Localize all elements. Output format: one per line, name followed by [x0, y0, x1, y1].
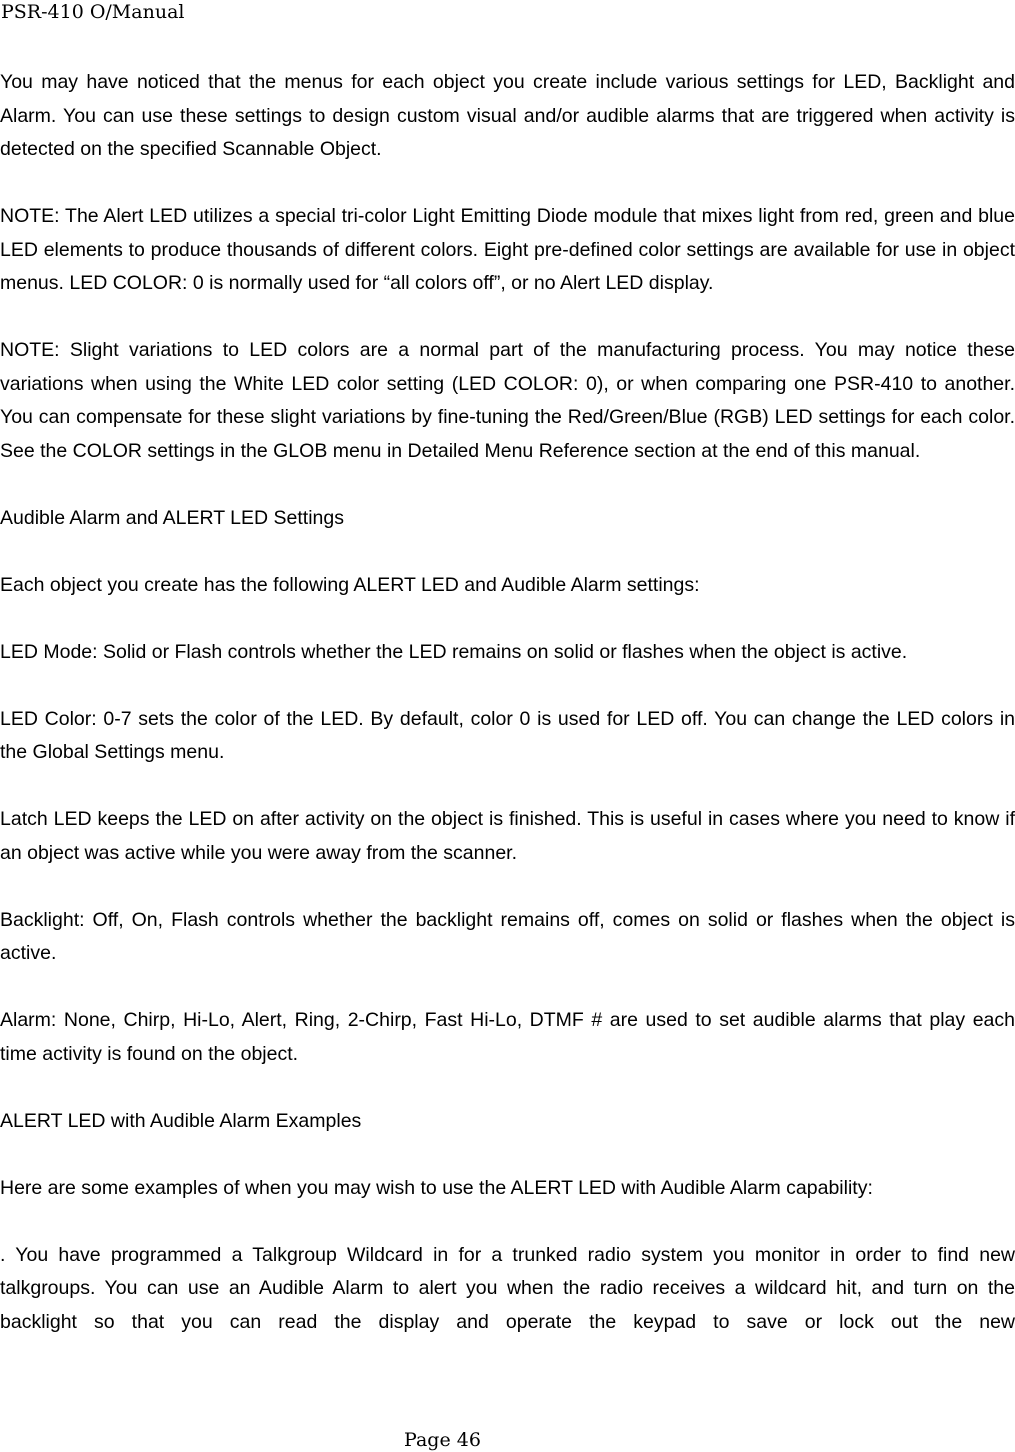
example-wildcard-paragraph: . You have programmed a Talkgroup Wildcard in for a trunked radio system you monitor in order to find new talkgroups. You can use an Audible Alarm to alert you when the radio receives a wildcard hit, and turn on the backlight so that you can read the display and operate the keypad to save or lock out the new: [0, 1243, 1015, 1333]
note-alert-led-paragraph: NOTE: The Alert LED utilizes a special tri-color Light Emitting Diode module that mixes light from red, green and blue LED elements to produce thousands of different colors. Eight pre-defined color settings are available for use in object menus. LED COLOR: 0 is normally used for “all colors off”, or no Alert LED display.: [0, 205, 1015, 294]
section-heading-examples: ALERT LED with Audible Alarm Examples: [0, 1109, 362, 1132]
backlight-paragraph: Backlight: Off, On, Flash controls whether the backlight remains off, comes on solid or flashes when the object is active.: [0, 908, 1015, 964]
page-header: PSR-410 O/Manual: [1, 1, 185, 23]
intro-paragraph: You may have noticed that the menus for each object you create include various settings for LED, Backlight and Alarm. You can use these settings to design custom visual and/or audible alarms that are triggered when activity is detected on the specified Scannable Object.: [0, 71, 1015, 160]
page-number: Page 46: [404, 1429, 481, 1451]
led-color-paragraph: LED Color: 0-7 sets the color of the LED. By default, color 0 is used for LED off. You can change the LED colors in the Global Settings menu.: [0, 707, 1015, 763]
settings-intro-paragraph: Each object you create has the following ALERT LED and Audible Alarm settings:: [0, 573, 700, 596]
alarm-paragraph: Alarm: None, Chirp, Hi-Lo, Alert, Ring, 2-Chirp, Fast Hi-Lo, DTMF # are used to set audible alarms that play each time activity is found on the object.: [0, 1009, 1015, 1065]
examples-intro-paragraph: Here are some examples of when you may wish to use the ALERT LED with Audible Alarm capability:: [0, 1176, 873, 1199]
note-led-variations-paragraph: NOTE: Slight variations to LED colors are a normal part of the manufacturing process. You may notice these variations when using the White LED color setting (LED COLOR: 0), or when comparing one PSR-410 to another. You can compensate for these slight variations by fine-tuning the Red/Green/Blue (RGB) LED settings for each color. See the COLOR settings in the GLOB menu in Detailed Menu Reference section at the end of this manual.: [0, 339, 1015, 462]
section-heading-settings: Audible Alarm and ALERT LED Settings: [0, 506, 344, 529]
latch-led-paragraph: Latch LED keeps the LED on after activity on the object is finished. This is useful in cases where you need to know if an object was active while you were away from the scanner.: [0, 808, 1015, 864]
document-body: [0, 66, 1015, 1339]
led-mode-paragraph: LED Mode: Solid or Flash controls whether the LED remains on solid or flashes when the object is active.: [0, 640, 908, 663]
